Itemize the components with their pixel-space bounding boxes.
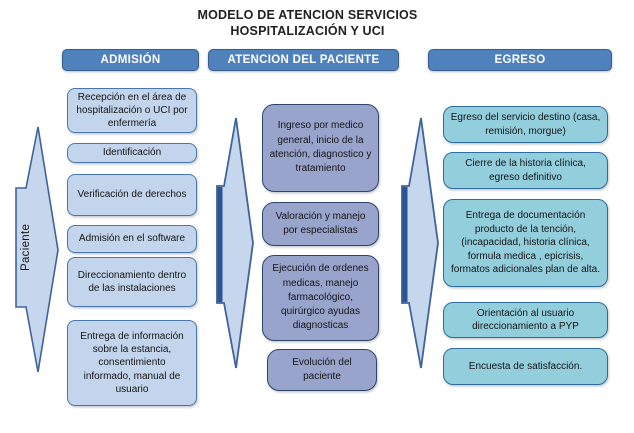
header-admision: ADMISIÓN [62, 49, 199, 71]
admision-step-direccionamiento: Direccionamiento dentro de las instalaciones [67, 257, 197, 307]
atencion-step-evolucion: Evolución del paciente [267, 349, 377, 391]
flow-arrow-admision-to-atencion [217, 118, 253, 368]
paciente-arrow-label: Paciente [20, 223, 32, 272]
egreso-step-orientacion-usuario: Orientación al usuario direccionamiento a PYP [443, 302, 608, 338]
admision-step-entrega-informacion: Entrega de información sobre la estancia, consentimiento informado, manual de usuario [67, 320, 197, 406]
egreso-step-egreso-servicio: Egreso del servicio destino (casa, remisión, morgue) [443, 106, 608, 143]
flow-arrow-atencion-to-egreso [402, 118, 438, 368]
admision-step-admision-software: Admisión en el software [67, 225, 197, 253]
diagram-title [0, 7, 615, 39]
diagram-title-line1: MODELO DE ATENCION SERVICIOS [197, 8, 418, 22]
atencion-step-ejecucion-ordenes: Ejecución de ordenes medicas, manejo farmacológico, quirúrgico ayudas diagnosticas [262, 255, 379, 341]
atencion-step-ingreso: Ingreso por medico general, inicio de la atención, diagnostico y tratamiento [262, 104, 379, 192]
diagram-title-line2: HOSPITALIZACIÓN Y UCI [230, 24, 385, 38]
egreso-step-entrega-documentacion: Entrega de documentación producto de la tención, (incapacidad, historia clínica, formula medica , epicrisis, formatos adicionales plan de alta. [443, 199, 608, 287]
admision-step-verificacion-derechos: Verificación de derechos [67, 174, 197, 216]
admision-step-recepcion: Recepción en el área de hospitalización o UCI por enfermería [67, 88, 197, 133]
egreso-step-encuesta: Encuesta de satisfacción. [443, 348, 608, 385]
header-atencion-del-paciente: ATENCION DEL PACIENTE [208, 49, 399, 71]
header-egreso: EGRESO [428, 49, 612, 71]
admision-step-identificacion: Identificación [67, 143, 197, 163]
egreso-step-cierre-historia: Cierre de la historia clínica, egreso definitivo [443, 152, 608, 189]
atencion-step-valoracion: Valoración y manejo por especialistas [262, 202, 379, 246]
